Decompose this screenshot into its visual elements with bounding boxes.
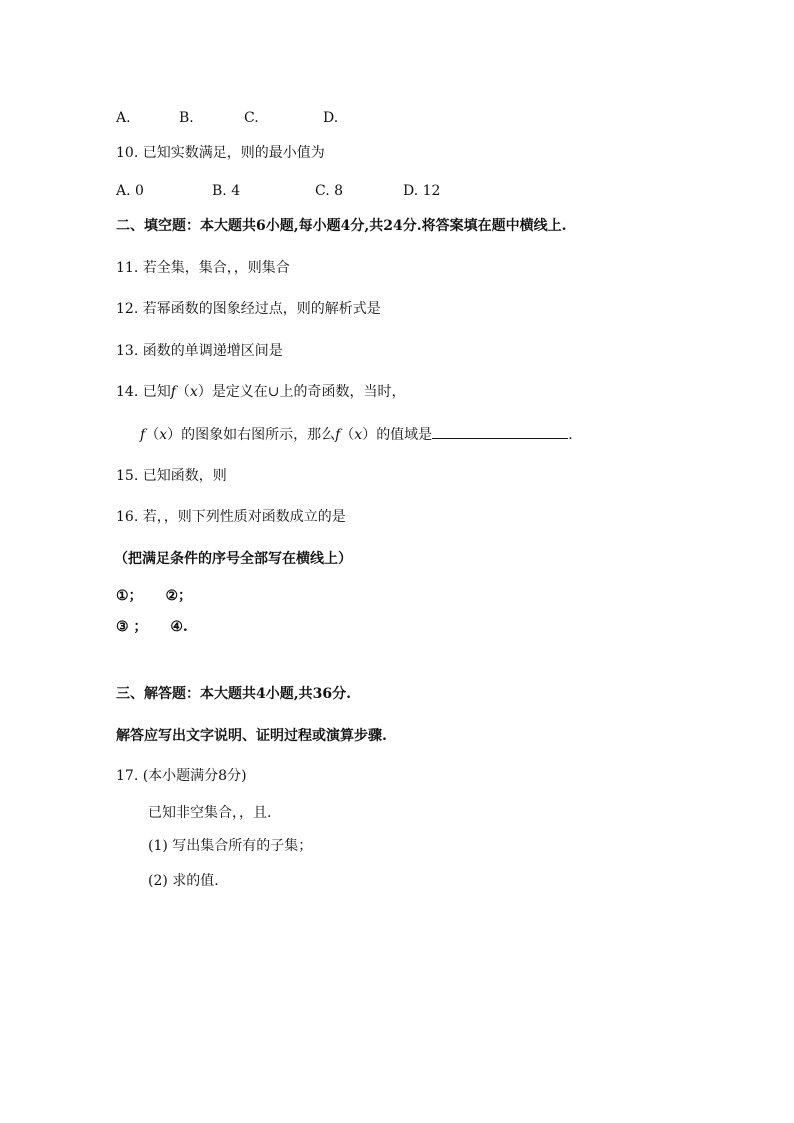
q17-part1: (1) 写出集合所有的子集； <box>148 838 313 854</box>
section3-sub: 解答应写出文字说明、证明过程或演算步骤. <box>116 728 387 744</box>
q10-option-c: C. 8 <box>315 183 344 199</box>
q14-f: f <box>170 384 176 400</box>
q14-period: . <box>568 427 573 443</box>
q16-item-2: ②； <box>165 588 192 604</box>
q16-items-row2 <box>116 617 188 637</box>
q10-number: 10. <box>116 145 143 161</box>
q9-option-a: A. <box>116 110 131 126</box>
q14-x-2: x <box>159 427 168 443</box>
q10-stem <box>116 143 325 163</box>
q14-line1-rest: 是定义在∪上的奇函数，当时， <box>211 384 406 400</box>
q14-f-2: f <box>140 427 146 443</box>
q14-x-3: x <box>354 427 363 443</box>
q16-item-4: ④. <box>170 619 188 635</box>
section3-header: 三、解答题：本大题共4小题,共36分. <box>116 686 351 702</box>
q14-line2: f（x）的图象如右图所示，那么f（x）的值域是 . <box>140 424 573 445</box>
q10-option-d: D. 12 <box>403 183 441 199</box>
q9-option-b: B. <box>179 110 194 126</box>
q14-prefix: 14. 已知 <box>116 384 171 400</box>
q17-header: 17. (本小题满分8分) <box>116 768 247 784</box>
q14-line1: 14. 已知f（x）是定义在∪上的奇函数，当时， <box>116 384 406 400</box>
q9-option-c: C. <box>244 110 259 126</box>
q16-note: （把满足条件的序号全部写在横线上） <box>114 551 352 567</box>
q16-items-row1 <box>116 586 192 606</box>
q17-part2: (2) 求的值. <box>148 873 219 889</box>
q17-stem: 已知非空集合，，且. <box>148 805 272 821</box>
answer-blank <box>432 424 568 439</box>
q11: 11. 若全集，集合，，则集合 <box>116 260 290 276</box>
q15: 15. 已知函数，则 <box>116 468 227 484</box>
q9-option-d: D. <box>323 110 339 126</box>
q14-line2-mid: 的图象如右图所示，那么 <box>181 427 336 443</box>
q10-options <box>116 181 476 201</box>
q10-option-b: B. 4 <box>212 183 241 199</box>
q12: 12. 若幂函数的图象经过点，则的解析式是 <box>116 301 381 317</box>
q14-f-3: f <box>335 427 341 443</box>
q10-text: 已知实数满足，则的最小值为 <box>142 145 325 161</box>
section2-header: 二、填空题：本大题共6小题,每小题4分,共24分.将答案填在题中横线上. <box>116 218 567 234</box>
q9-options <box>116 108 339 128</box>
q16: 16. 若，，则下列性质对函数成立的是 <box>116 509 346 525</box>
q10-option-a: A. 0 <box>116 183 144 199</box>
q16-item-1: ①； <box>116 588 143 604</box>
q13: 13. 函数的单调递增区间是 <box>116 343 283 359</box>
q14-x: x <box>189 384 198 400</box>
q16-item-3: ③ ； <box>116 619 148 635</box>
q14-line2-end: 的值域是 <box>376 427 433 443</box>
